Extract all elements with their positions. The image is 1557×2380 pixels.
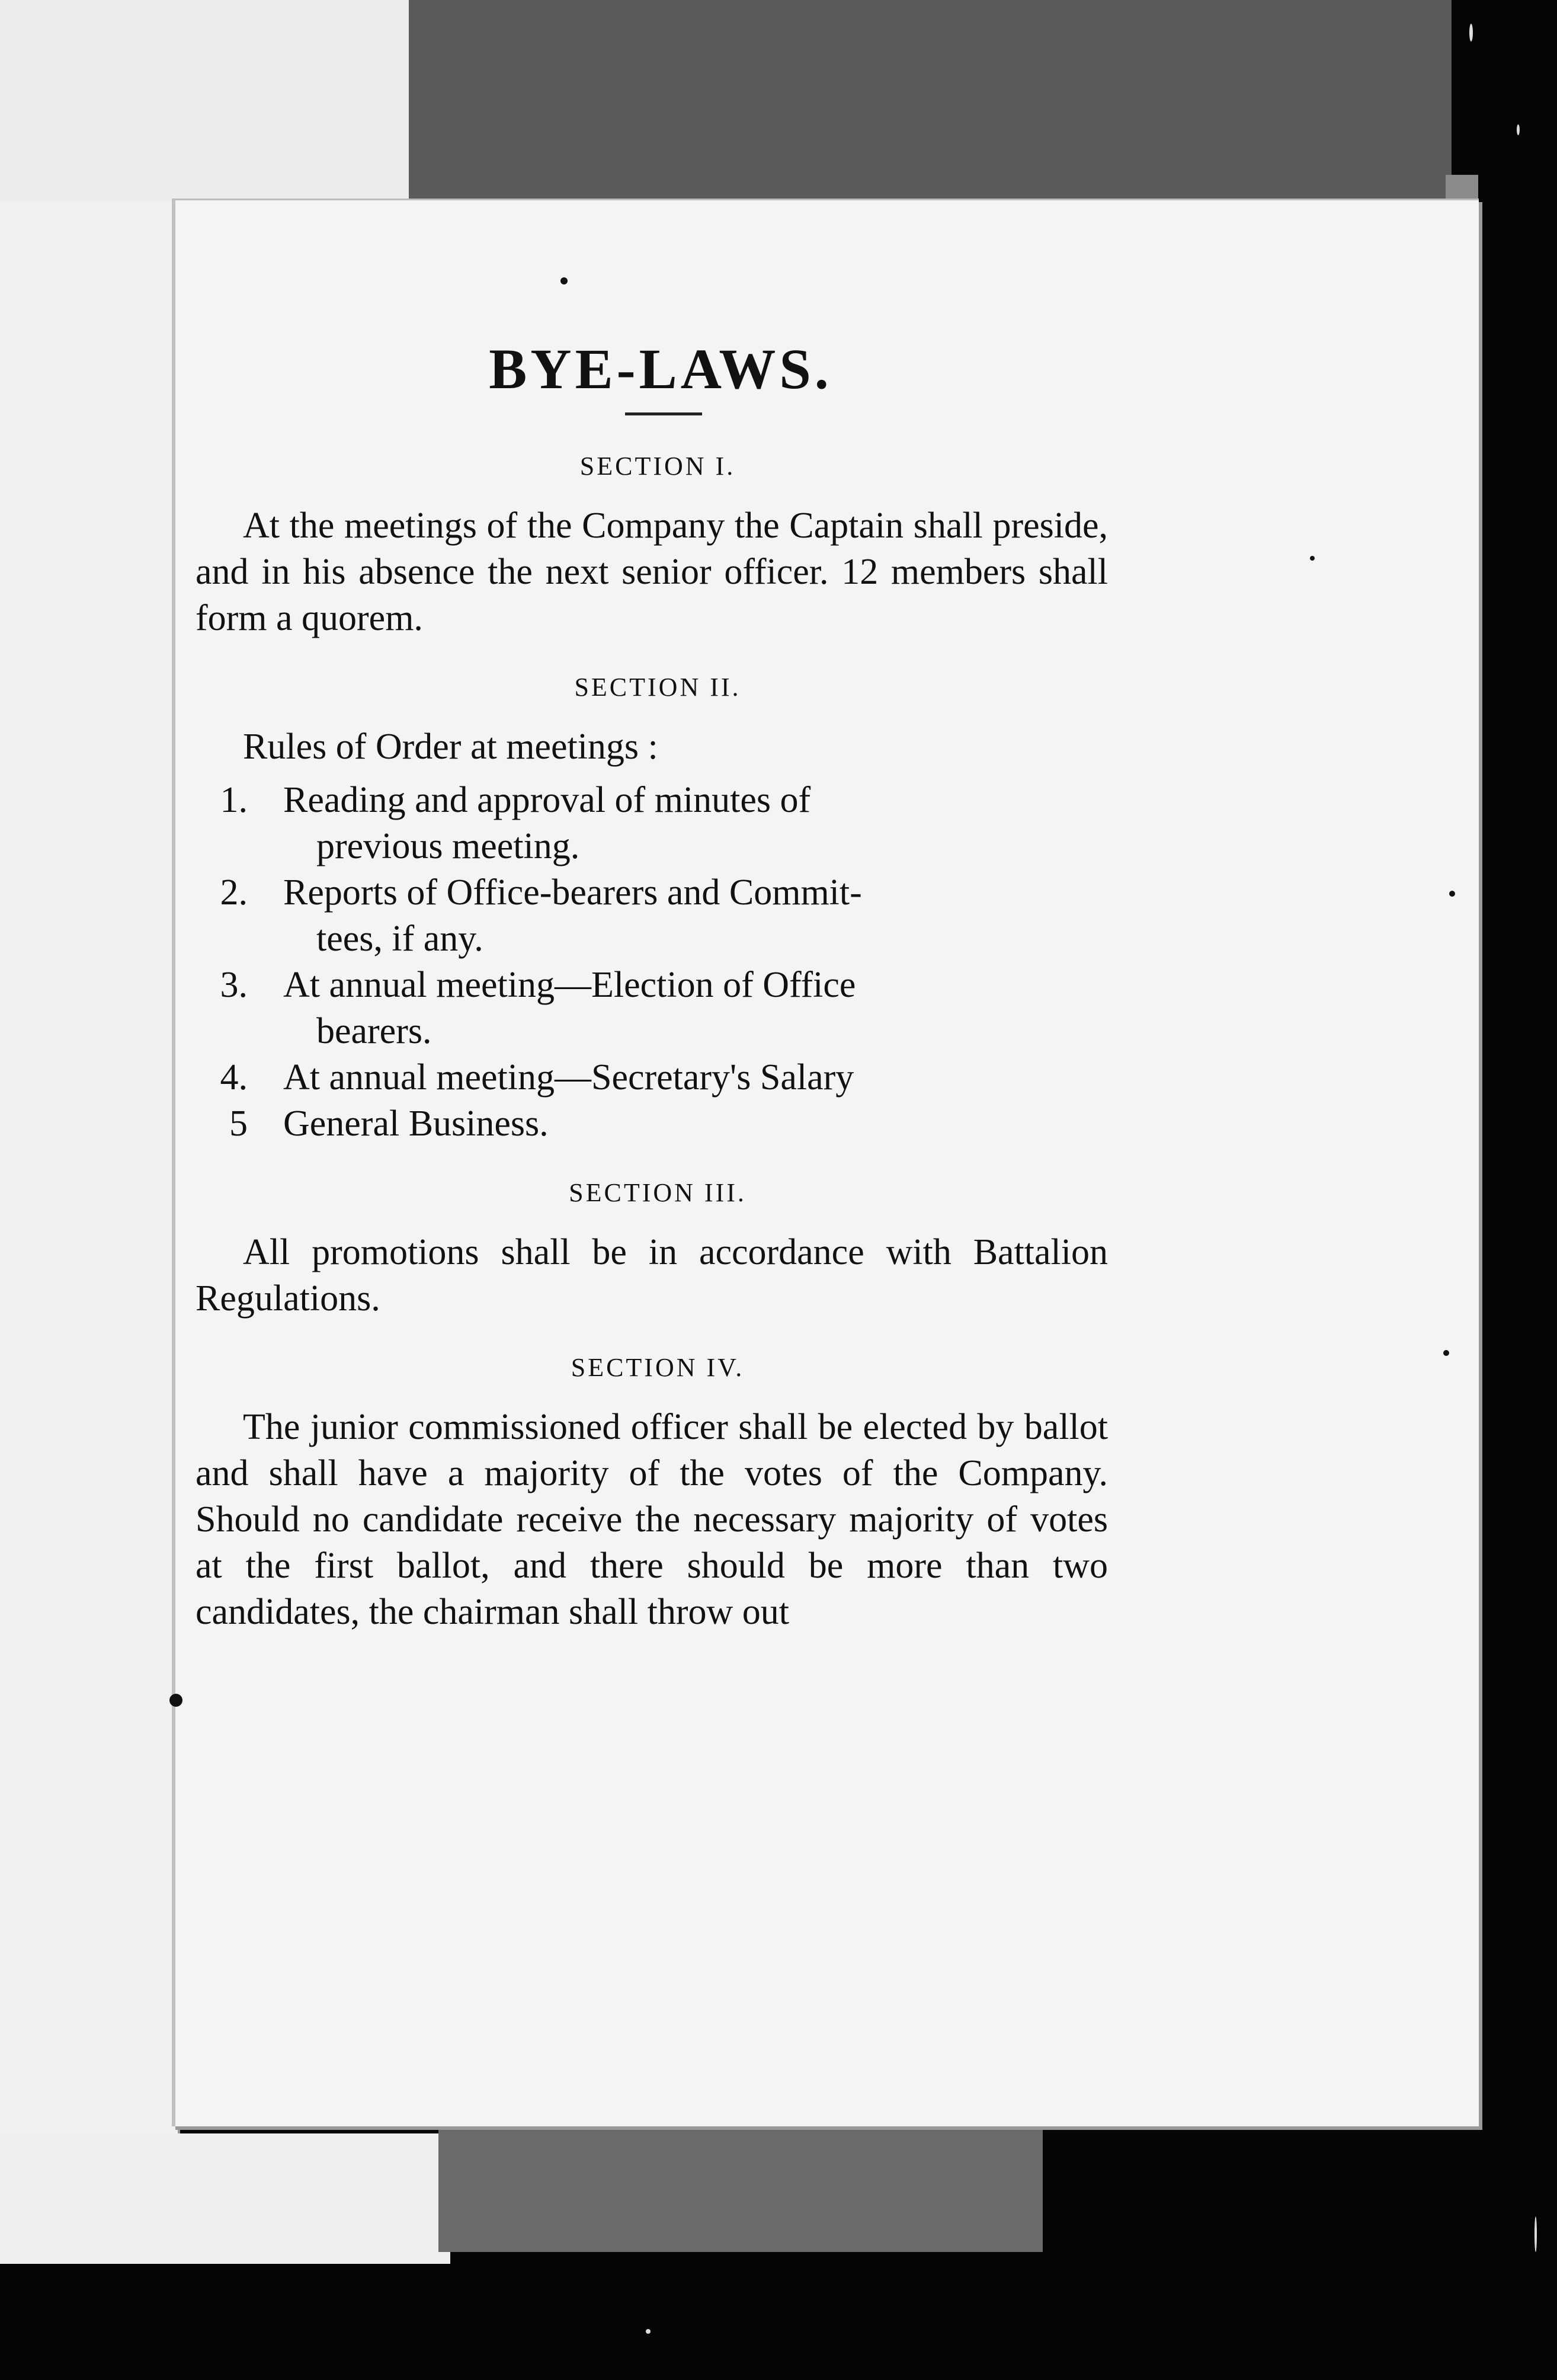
previous-leaf — [0, 201, 180, 2145]
section-2 — [196, 672, 1108, 1147]
rule-text — [278, 962, 1108, 1054]
title-rule — [625, 412, 702, 415]
section-1 — [196, 451, 1108, 641]
section-text-body: At the meetings of the Company the Captain shall preside, and in his absence the next senior officer. 12 members shall form a quorem. — [196, 505, 1108, 638]
rule-number: 3. — [220, 964, 248, 1005]
rule-text-continuation: bearers. — [316, 1010, 432, 1051]
rule-number: 5 — [229, 1103, 248, 1144]
rule-text-line: At annual meeting—Secretary's Salary — [283, 1057, 854, 1098]
previous-leaf-top — [0, 0, 409, 213]
rule-item — [196, 777, 1108, 869]
section-text — [196, 503, 1108, 641]
previous-leaf-bottom — [0, 2133, 450, 2264]
section-3 — [196, 1178, 1108, 1322]
rule-text-continuation: tees, if any. — [316, 918, 483, 959]
section-text-body: The junior commissioned officer shall be elected by ballot and shall have a majority of the votes of the Company. Should no candidate receive the necessary majority of votes at the first ballot, and there should be more than two candidates, the chairman shall throw out — [196, 1406, 1108, 1632]
document-body — [196, 338, 1108, 1666]
backing-board-top — [409, 0, 1452, 201]
rule-item — [196, 1054, 1108, 1101]
backing-board-bottom — [438, 2128, 1043, 2252]
section-heading: SECTION III. — [569, 1178, 747, 1207]
rule-item — [196, 869, 1108, 962]
rule-text-line: Reports of Office-bearers and Commit- — [283, 872, 862, 913]
rule-item — [196, 962, 1108, 1054]
rule-number: 4. — [220, 1057, 248, 1098]
rules-list — [196, 777, 1108, 1147]
section-heading: SECTION IV. — [571, 1352, 745, 1382]
rule-text — [278, 1054, 1108, 1101]
rule-text — [278, 869, 1108, 962]
document-title: BYE-LAWS. — [489, 337, 832, 401]
rules-intro: Rules of Order at meetings : — [243, 726, 658, 767]
rule-text-line: At annual meeting—Election of Office — [283, 964, 856, 1005]
rule-text-line: General Business. — [283, 1103, 549, 1144]
section-text-body: All promotions shall be in accordance with Battalion Regulations. — [196, 1231, 1108, 1319]
rule-number: 1. — [220, 779, 248, 820]
rule-text-continuation: previous meeting. — [316, 826, 580, 866]
section-heading: SECTION I. — [579, 451, 736, 481]
rule-item — [196, 1101, 1108, 1147]
rule-text-line: Reading and approval of minutes of — [283, 779, 811, 820]
section-text — [196, 1404, 1108, 1635]
rule-text — [278, 1101, 1108, 1147]
section-text — [196, 1229, 1108, 1322]
rule-number: 2. — [220, 872, 248, 913]
section-4 — [196, 1352, 1108, 1635]
rule-text — [278, 777, 1108, 869]
section-heading: SECTION II. — [574, 672, 741, 702]
